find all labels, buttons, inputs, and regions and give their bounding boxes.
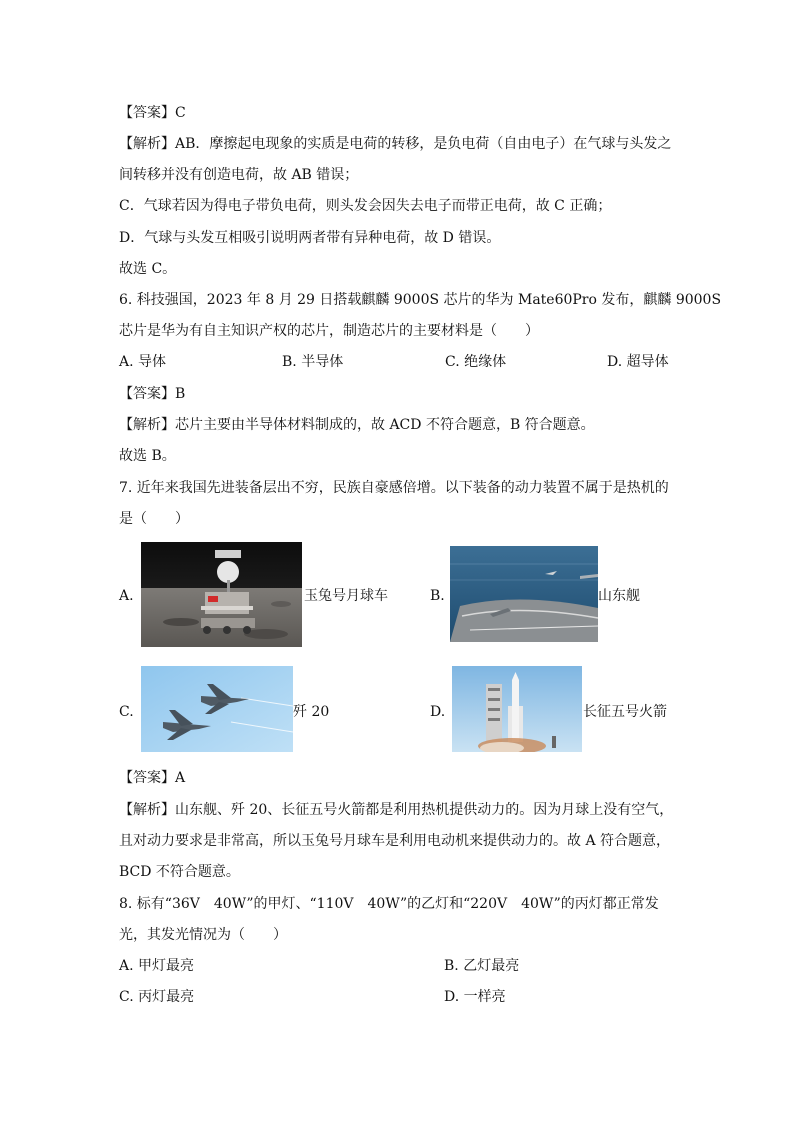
option-c: C. 丙灯最亮 [119,989,195,1005]
analysis-line: D．气球与头发互相吸引说明两者带有异种电荷，故 D 错误。 [119,230,501,246]
analysis-line: 间转移并没有创造电荷，故 AB 错误； [119,167,359,183]
answer-line: 【答案】A [119,770,186,786]
option-c: C. 绝缘体 [445,354,507,370]
aircraft-carrier-image [450,546,598,642]
option-a-caption: 玉兔号月球车 [304,588,388,604]
option-b: B. 半导体 [282,354,344,370]
option-d: D. 超导体 [607,354,669,370]
lunar-rover-image [141,542,302,647]
answer-line: 【答案】B [119,386,186,402]
conclusion-line: 故选 C。 [119,261,177,277]
question-stem: 芯片是华为有自主知识产权的芯片，制造芯片的主要材料是（ ） [119,323,539,339]
analysis-line: C．气球若因为得电子带负电荷，则头发会因失去电子而带正电荷，故 C 正确； [119,198,612,214]
question-stem: 光，其发光情况为（ ） [119,927,287,943]
j20-fighter-image [141,666,293,752]
question-stem: 是（ ） [119,511,189,527]
answer-line: 【答案】C [119,105,186,121]
analysis-line: 【解析】芯片主要由半导体材料制成的，故 ACD 不符合题意，B 符合题意。 [119,417,595,433]
analysis-line: BCD 不符合题意。 [119,864,240,880]
question-stem: 7. 近年来我国先进装备层出不穷，民族自豪感倍增。以下装备的动力装置不属于是热机的 [119,480,669,496]
conclusion-line: 故选 B。 [119,448,176,464]
analysis-line: 【解析】AB．摩擦起电现象的实质是电荷的转移，是负电荷（自由电子）在气球与头发之 [119,136,672,152]
option-c-caption: 歼 20 [293,704,330,720]
option-a-letter: A. [119,588,134,604]
option-a: A. 导体 [119,354,167,370]
option-a: A. 甲灯最亮 [119,958,195,974]
question-stem: 8. 标有“36V 40W”的甲灯、“110V 40W”的乙灯和“220V 40W”的丙灯都正常发 [119,896,659,912]
option-b-caption: 山东舰 [598,588,640,604]
option-d-caption: 长征五号火箭 [583,704,667,720]
option-d: D. 一样亮 [444,989,506,1005]
option-b-letter: B. [430,588,445,604]
long-march-5-rocket-image [452,666,582,752]
option-d-letter: D. [430,704,446,720]
option-c-letter: C. [119,704,134,720]
analysis-line: 【解析】山东舰、歼 20、长征五号火箭都是利用热机提供动力的。因为月球上没有空气， [119,802,674,818]
analysis-line: 且对动力要求是非常高，所以玉兔号月球车是利用电动机来提供动力的。故 A 符合题意， [119,833,671,849]
question-stem: 6. 科技强国，2023 年 8 月 29 日搭载麒麟 9000S 芯片的华为 Mate60Pro 发布，麒麟 9000S [119,292,722,308]
option-b: B. 乙灯最亮 [444,958,520,974]
